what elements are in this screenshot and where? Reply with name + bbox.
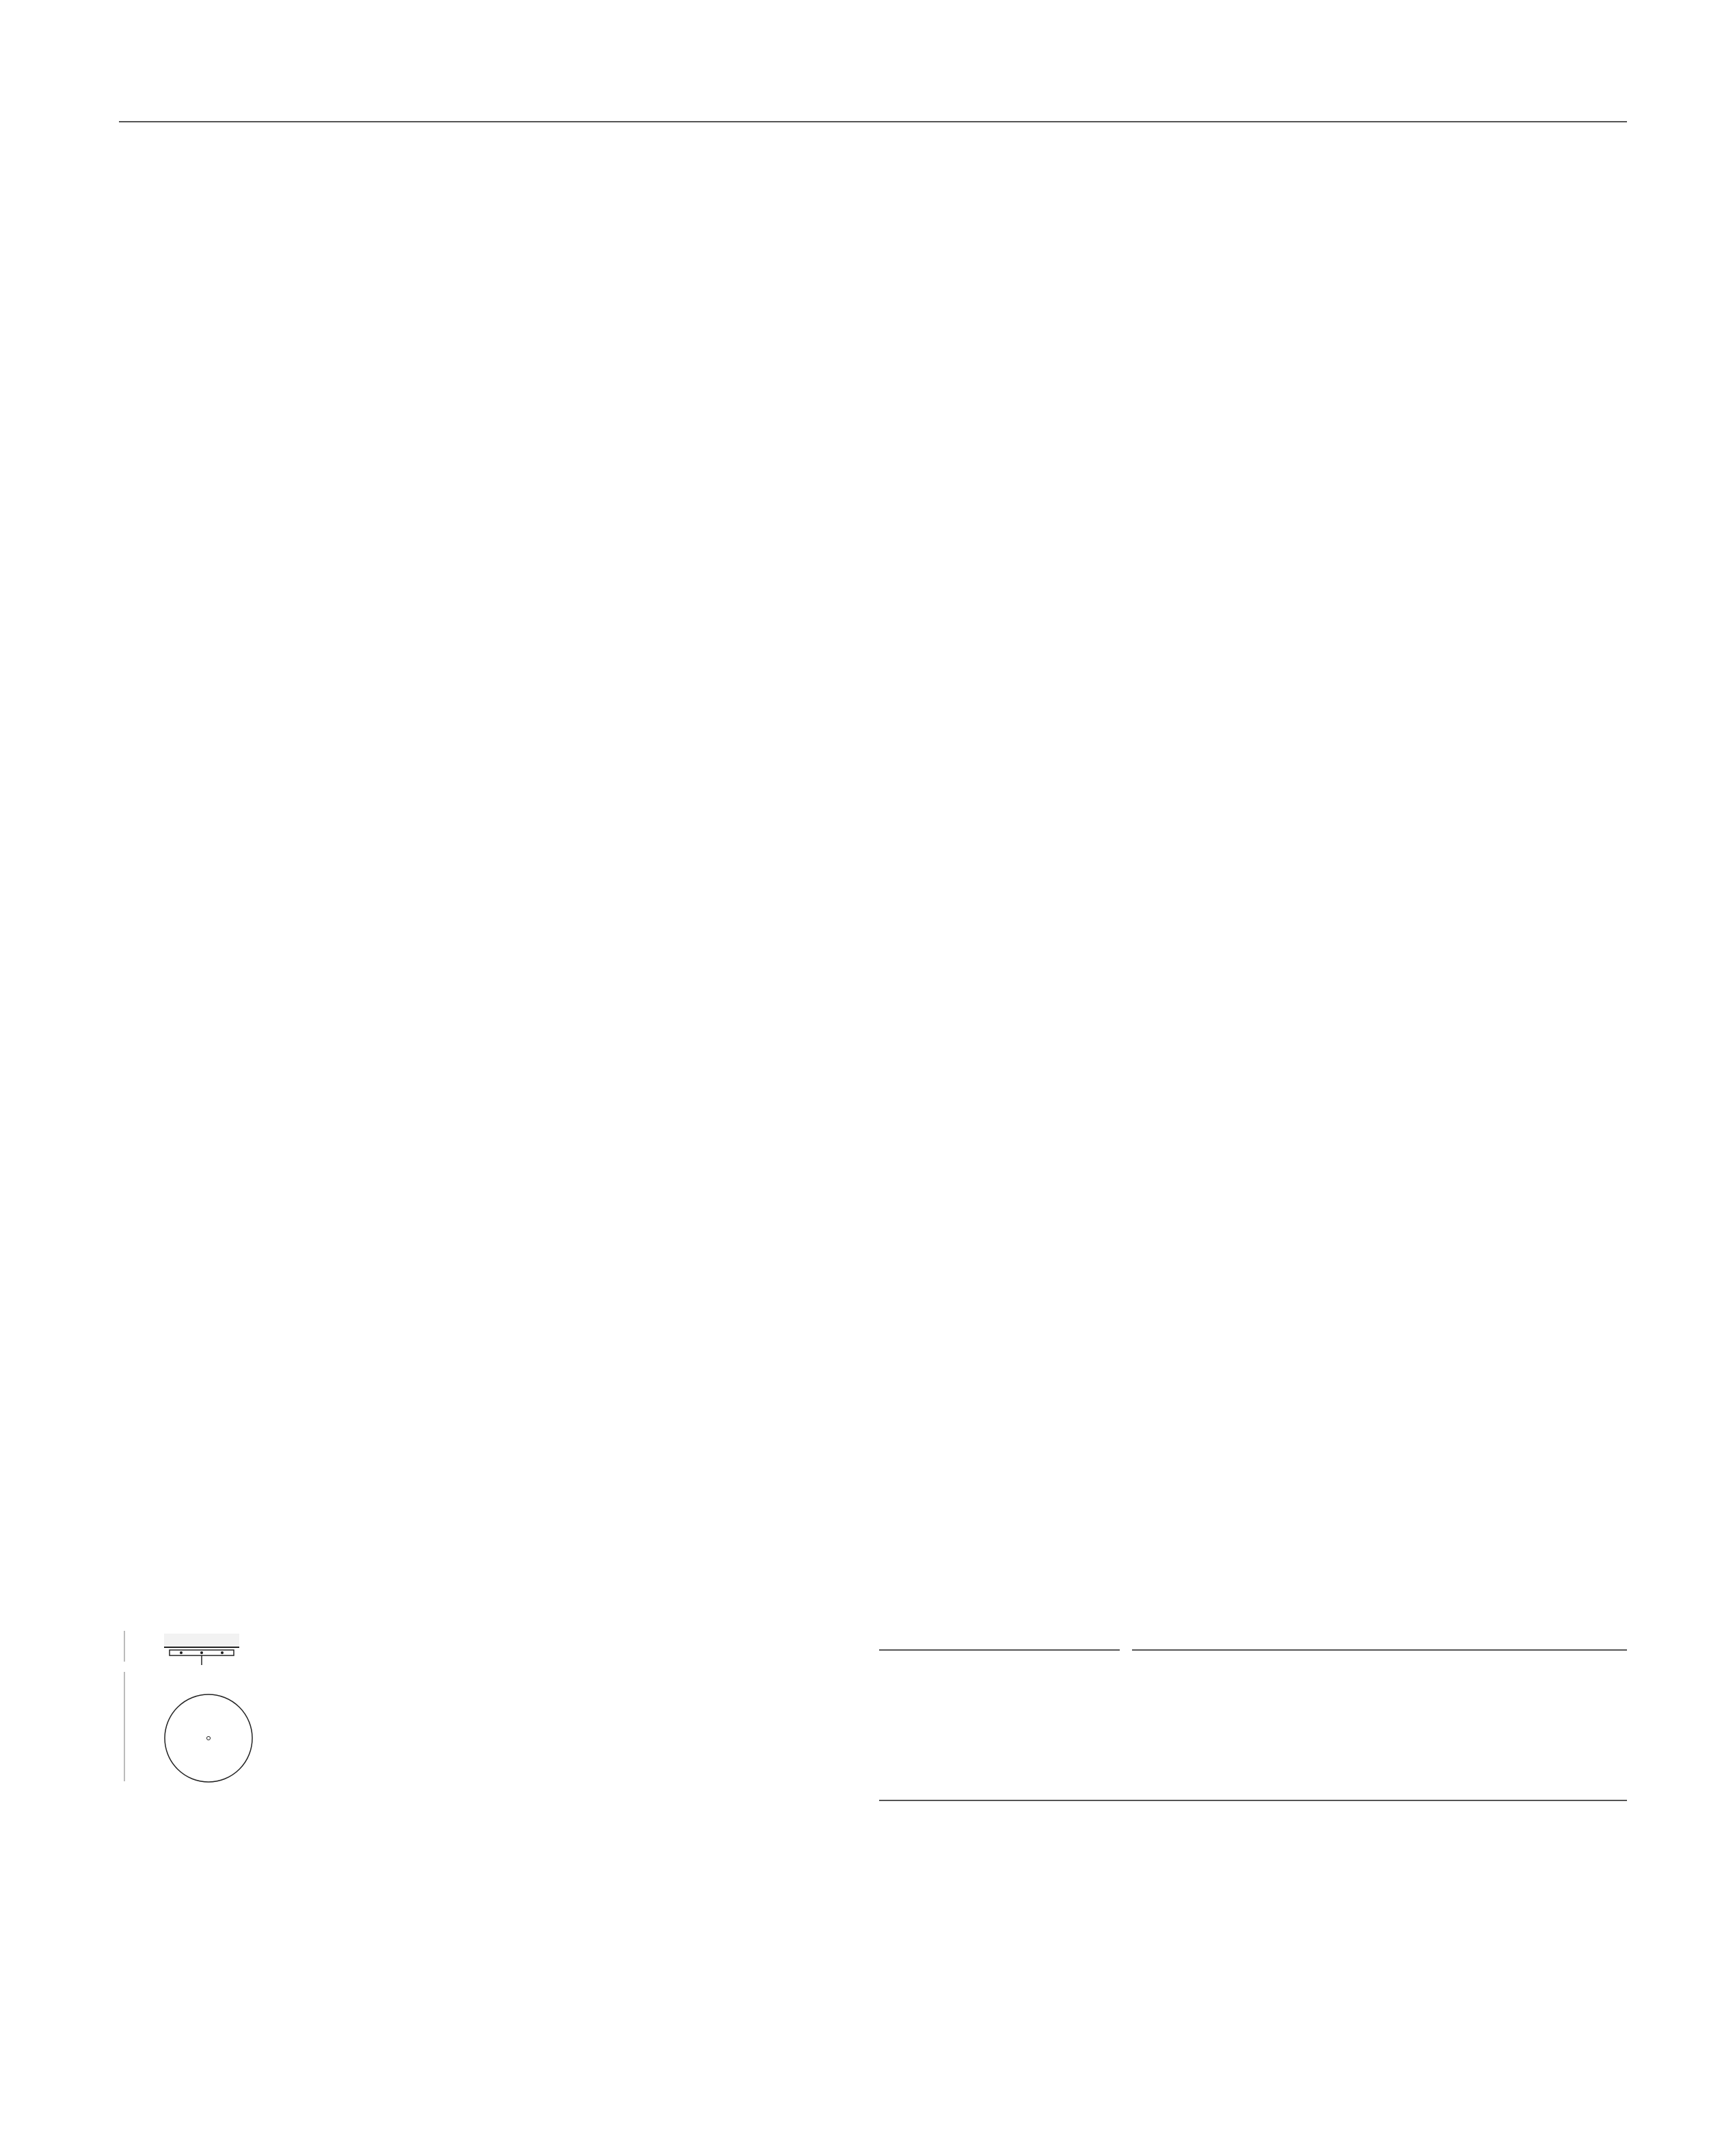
canopy-finishes-rule (879, 1800, 1627, 1801)
canopy-desc-rule (1132, 1649, 1627, 1651)
canopy-drawing (116, 1631, 280, 1788)
canopy-code-rule (879, 1649, 1120, 1651)
header-divider (119, 121, 1627, 122)
